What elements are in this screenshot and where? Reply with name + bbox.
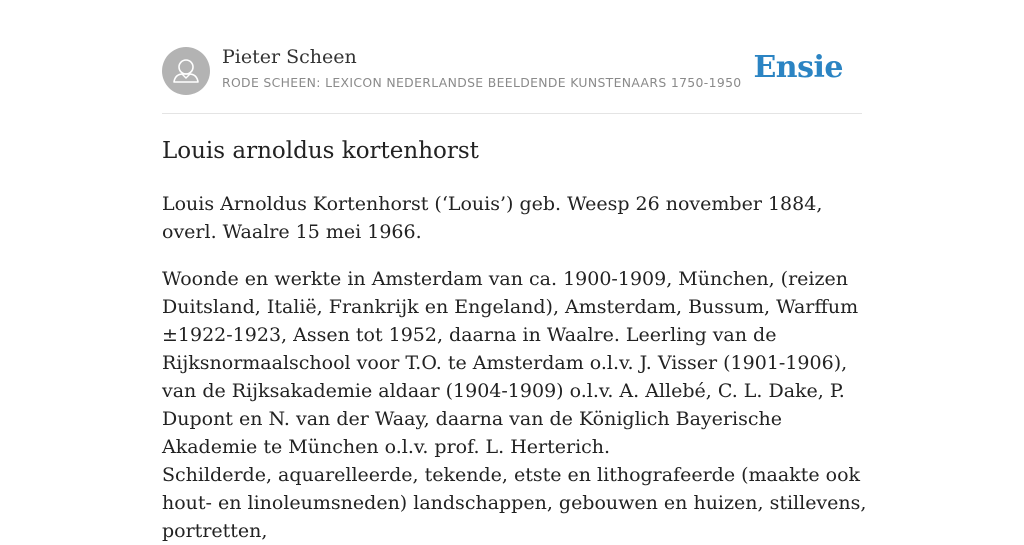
ensie-logo[interactable]: Ensie bbox=[753, 50, 843, 85]
author-name[interactable]: Pieter Scheen bbox=[222, 46, 357, 68]
article-title: Louis arnoldus kortenhorst bbox=[162, 138, 479, 164]
article-paragraph-2: Woonde en werkte in Amsterdam van ca. 1900-1909, München, (reizen Duitsland, Italië, Frankrijk en Engeland), Amsterdam, Bussum, Warffum ±1922-1923, Assen tot 1952, daarna in Waalre. Leerling van de Rijksnormaalschool voor T.O. te Amsterdam o.l.v. J. Visser (1901-1906), van de Rijksakademie aldaar (1904-1909) o.l.v. A. Allebé, C. L. Dake, P. Dupont en N. van der Waay, daarna van de Königlich Bayerische Akademie te München o.l.v. prof. L. Herterich. bbox=[162, 268, 859, 458]
article-header bbox=[162, 0, 862, 114]
source-title[interactable]: RODE SCHEEN: LEXICON NEDERLANDSE BEELDENDE KUNSTENAARS 1750-1950 bbox=[222, 75, 742, 90]
article-page bbox=[162, 0, 867, 542]
article-paragraph-3: Schilderde, aquarelleerde, tekende, etste en lithografeerde (maakte ook hout- en linoleumsneden) landschappen, gebouwen en huizen, stillevens, portretten, bbox=[162, 464, 867, 542]
user-icon bbox=[162, 47, 210, 95]
article-paragraph-1: Louis Arnoldus Kortenhorst (‘Louis’) geb. Weesp 26 november 1884, overl. Waalre 15 mei 1966. bbox=[162, 193, 823, 243]
author-avatar[interactable] bbox=[162, 47, 210, 95]
